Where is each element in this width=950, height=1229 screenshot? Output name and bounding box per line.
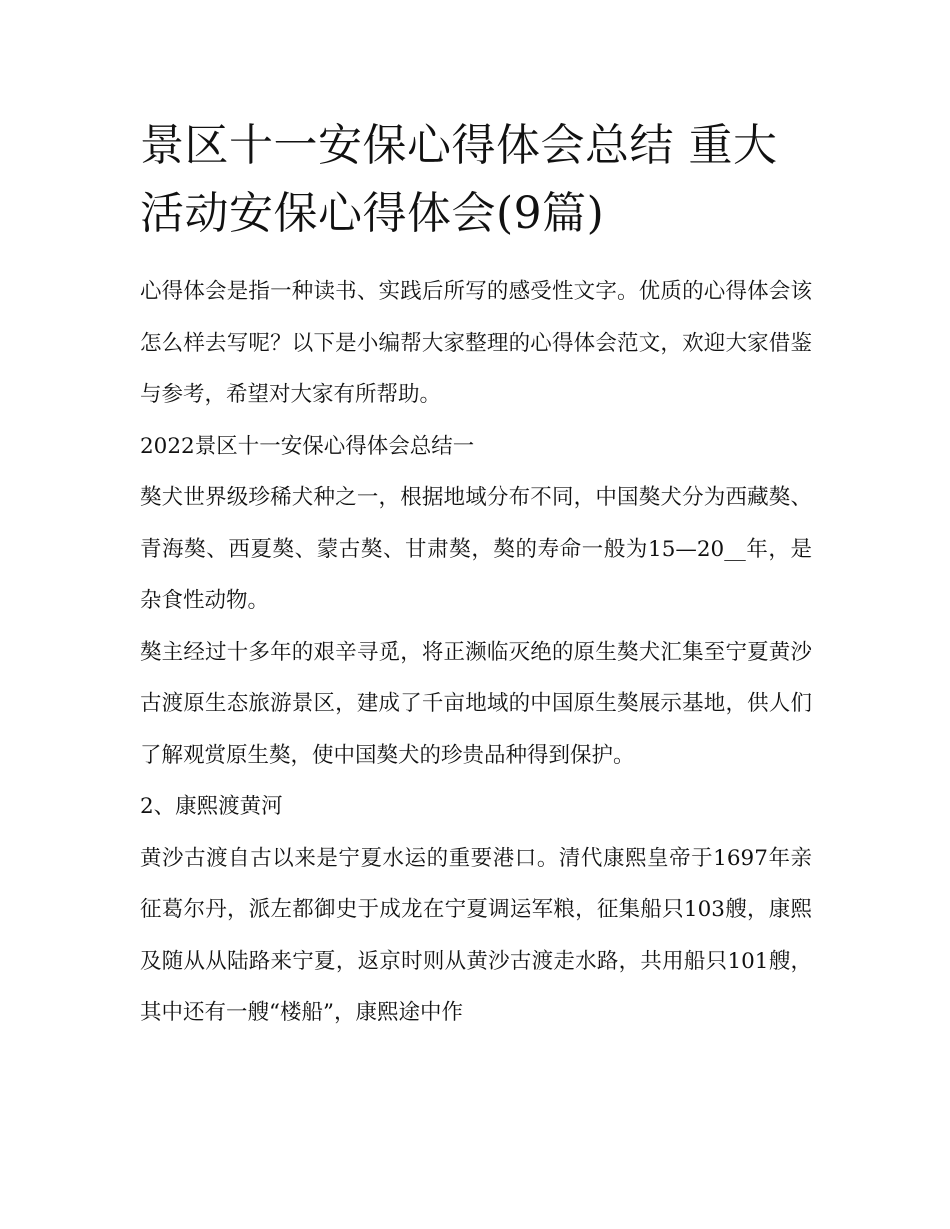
subsection-heading: 2、康熙渡黄河: [140, 794, 283, 819]
section-heading: 2022景区十一安保心得体会总结一: [140, 433, 475, 459]
document-title: 景区十一安保心得体会总结 重大活动安保心得体会(9篇): [140, 120, 778, 239]
body-paragraph: 獒主经过十多年的艰辛寻觅，将正濒临灭绝的原生獒犬汇集至宁夏黄沙古渡原生态旅游景区，建成了千亩地域的中国原生獒展示基地，供人们了解观赏原生獒，使中国獒犬的珍贵品种得到保护。: [140, 639, 812, 768]
body-paragraph: 獒犬世界级珍稀犬种之一，根据地域分布不同，中国獒犬分为西藏獒、青海獒、西夏獒、蒙古獒、甘肃獒，獒的寿命一般为15—20__年，是杂食性动物。: [140, 485, 812, 613]
document-page: [140, 112, 812, 1039]
intro-paragraph: 心得体会是指一种读书、实践后所写的感受性文字。优质的心得体会该怎么样去写呢？以下是小编帮大家整理的心得体会范文，欢迎大家借鉴与参考，希望对大家有所帮助。: [140, 279, 812, 407]
body-paragraph: 黄沙古渡自古以来是宁夏水运的重要港口。清代康熙皇帝于1697年亲征葛尔丹，派左都御史于成龙在宁夏调运军粮，征集船只103艘，康熙及随从从陆路来宁夏，返京时则从黄沙古渡走水路，共用船只101艘，其中还有一艘“楼船”，康熙途中作: [140, 845, 812, 1025]
